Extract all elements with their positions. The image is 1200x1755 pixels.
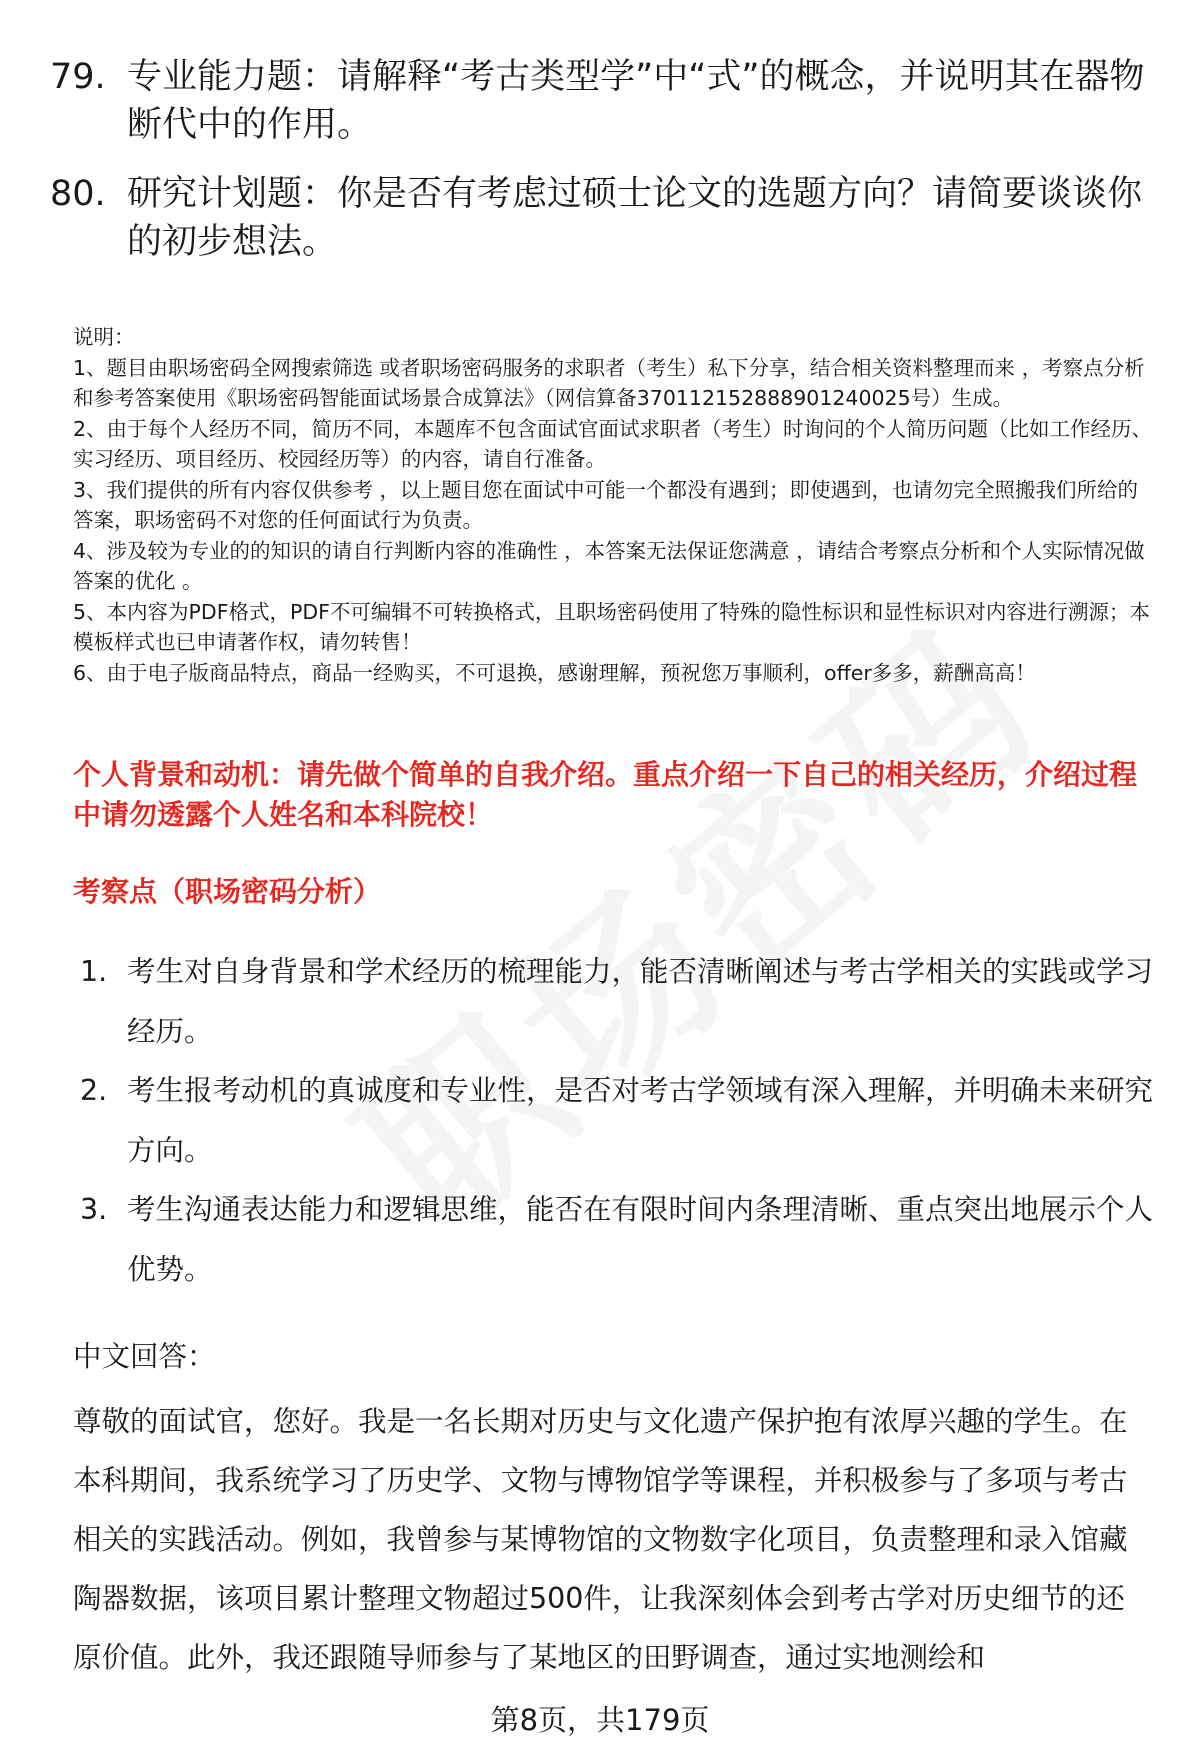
analysis-point <box>80 1180 1160 1299</box>
point-number: 2. <box>80 1074 108 1107</box>
answer-heading: 中文回答： <box>73 1340 216 1373</box>
note-item: 5、本内容为PDF格式，PDF不可编辑不可转换格式，且职场密码使用了特殊的隐性标识和显性标识对内容进行溯源；本模板样式也已申请著作权，请勿转售！ <box>73 599 1150 654</box>
point-text: 考生沟通表达能力和逻辑思维，能否在有限时间内条理清晰、重点突出地展示个人优势。 <box>127 1193 1154 1286</box>
analysis-point <box>80 942 1160 1061</box>
question-text: 研究计划题：你是否有考虑过硕士论文的选题方向？请简要谈谈你的初步想法。 <box>127 174 1143 262</box>
analysis-point <box>80 1061 1160 1180</box>
answer-text: 尊敬的面试官，您好。我是一名长期对历史与文化遗产保护抱有浓厚兴趣的学生。在本科期间，我系统学习了历史学、文物与博物馆学等课程，并积极参与了多项与考古相关的实践活动。例如，我曾参与某博物馆的文物数字化项目，负责整理和录入馆藏陶器数据，该项目累计整理文物超过500件，让我深刻体会到考古学对历史细节的还原价值。此外，我还跟随导师参与了某地区的田野调查，通过实地测绘和 <box>73 1405 1128 1674</box>
question-number: 80. <box>50 174 106 214</box>
note-item: 1、题目由职场密码全网搜索筛选 或者职场密码服务的求职者（考生）私下分享，结合相关资料整理而来 ，考察点分析和参考答案使用《职场密码智能面试场景合成算法》（网信算备370112152888901240025号）生成。 <box>73 355 1145 410</box>
question-80 <box>50 170 1150 266</box>
question-text: 专业能力题：请解释“考古类型学”中“式”的概念，并说明其在器物断代中的作用。 <box>127 57 1145 145</box>
notes-heading: 说明： <box>73 325 135 349</box>
note-item: 2、由于每个人经历不同，简历不同，本题库不包含面试官面试求职者（考生）时询问的个人简历问题（比如工作经历、实习经历、项目经历、校园经历等）的内容，请自行准备。 <box>73 416 1153 471</box>
page-number: 第8页，共179页 <box>490 1703 710 1737</box>
question-number: 79. <box>50 57 106 97</box>
interview-question: 个人背景和动机：请先做个简单的自我介绍。重点介绍一下自己的相关经历，介绍过程中请勿透露个人姓名和本科院校！ <box>73 758 1138 831</box>
note-item: 3、我们提供的所有内容仅供参考 ，以上题目您在面试中可能一个都没有遇到；即使遇到，也请勿完全照搬我们所给的答案，职场密码不对您的任何面试行为负责。 <box>73 477 1139 532</box>
analysis-points <box>80 942 1160 1299</box>
question-79 <box>50 53 1150 149</box>
point-number: 3. <box>80 1193 108 1226</box>
analysis-heading: 考察点（职场密码分析） <box>73 875 382 908</box>
note-item: 6、由于电子版商品特点，商品一经购买，不可退换，感谢理解，预祝您万事顺利，offer多多，薪酬高高！ <box>73 660 1036 685</box>
point-number: 1. <box>80 955 108 988</box>
point-text: 考生报考动机的真诚度和专业性，是否对考古学领域有深入理解，并明确未来研究方向。 <box>127 1074 1154 1167</box>
note-item: 4、涉及较为专业的的知识的请自行判断内容的准确性 ，本答案无法保证您满意 ，请结合考察点分析和个人实际情况做答案的优化 。 <box>73 538 1145 593</box>
disclaimer-notes <box>73 322 1158 688</box>
point-text: 考生对自身背景和学术经历的梳理能力，能否清晰阐述与考古学相关的实践或学习经历。 <box>127 955 1154 1048</box>
